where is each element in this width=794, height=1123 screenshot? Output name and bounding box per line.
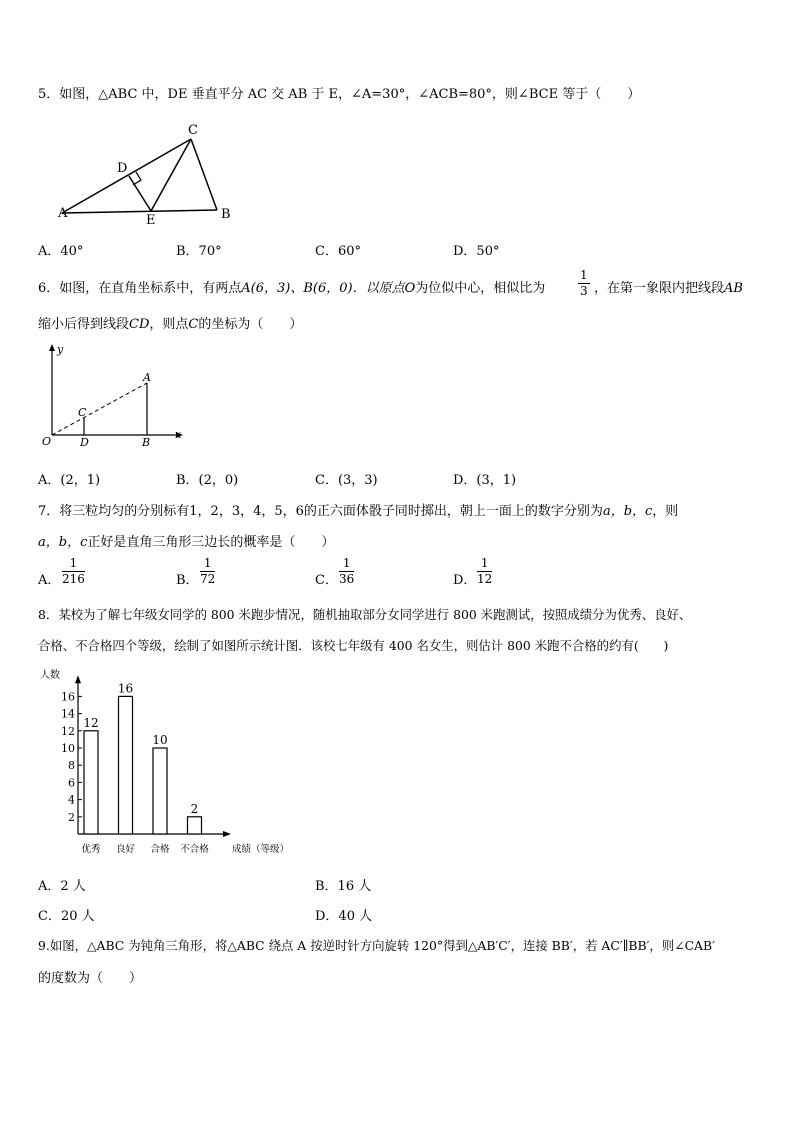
q7-option-d-label: D．: [453, 573, 477, 588]
x-category-label: 良好: [115, 844, 136, 855]
bar-优秀: [84, 731, 98, 834]
bar-value-label: 12: [83, 715, 99, 730]
q6-line1-c: O: [404, 281, 416, 296]
q7-option-b-num: 1: [200, 556, 215, 572]
q7-option-b-den: 72: [200, 572, 216, 586]
q6-line1-b: A(6，3)、B(6，0)．以原点: [241, 281, 405, 296]
q6-label-x: x: [175, 428, 182, 441]
q6-line2-c: ，则点: [149, 317, 189, 332]
q7-option-b-label: B．: [176, 573, 199, 588]
q5-label-d: D: [117, 161, 128, 176]
q6-line1-f: AB: [724, 281, 743, 296]
q8-line2: 合格、不合格四个等级，绘制了如图所示统计图．该校七年级有 400 名女生，则估计 800 米跑不合格的约有( ): [38, 638, 669, 653]
q7-option-d-den: 12: [477, 572, 493, 586]
q7-vars1: a，b，c: [602, 504, 653, 519]
q8-option-c: C．20 人: [38, 909, 95, 924]
q7-option-c-fraction: [339, 556, 354, 587]
q7-option-a-num: 1: [62, 556, 85, 572]
q5-label-b: B: [221, 207, 231, 222]
q7-option-d-fraction: [477, 556, 492, 587]
q6-line1-e: ，在第一象限内把线段: [594, 281, 725, 296]
y-axis-arrow: [75, 675, 81, 683]
q6-label-a: A: [143, 371, 151, 384]
q6-line2-e: 的坐标为（ ）: [198, 317, 303, 332]
q7-line1-a: 7．将三粒均匀的分别标有: [38, 504, 190, 519]
bar-不合格: [188, 817, 202, 834]
q6-line2-d: C: [188, 317, 199, 332]
q6-option-a: A．(2，1): [38, 473, 101, 488]
q7-line1: [38, 500, 678, 519]
q5-option-a: A．40°: [38, 244, 84, 259]
q6-ratio-fraction: [578, 268, 590, 299]
q7-line1-c: ，则: [652, 504, 679, 519]
q6-frac-num: 1: [580, 268, 588, 282]
q8-option-d: D．40 人: [315, 909, 373, 924]
y-tick-label: 6: [68, 776, 75, 790]
q7-line2: [38, 531, 334, 550]
q6-line2-a: 缩小后得到线段: [38, 317, 130, 332]
q7-vars2: a，b，c: [38, 535, 88, 550]
x-category-label: 合格: [150, 844, 170, 855]
q6-frac-den: 3: [580, 284, 588, 298]
q7-option-a-label: A．: [38, 573, 61, 588]
q9-line1: 9.如图，△ABC 为钝角三角形，将△ABC 绕点 A 按逆时针方向旋转 120°得到△AB′C′，连接 BB′，若 AC′∥BB′，则∠CAB′: [38, 938, 715, 953]
q7-option-c-num: 1: [339, 556, 354, 572]
q6-line1-tail: [594, 277, 743, 296]
y-tick-label: 10: [61, 742, 75, 755]
q7-option-b-fraction: [200, 556, 215, 587]
q5-label-a: A: [58, 206, 68, 221]
q5-option-c: C．60°: [315, 244, 361, 259]
y-tick-label: 12: [61, 724, 75, 738]
q6-line2: [38, 313, 302, 332]
q7-line2-text: 正好是直角三角形三边长的概率是（ ）: [87, 535, 335, 550]
x-category-label: 不合格: [180, 844, 209, 855]
y-tick-label: 4: [68, 793, 75, 807]
q7-option-c-label: C．: [315, 573, 338, 588]
q5-triangle-figure: [55, 120, 245, 225]
q6-label-o: O: [42, 435, 52, 448]
q6-line2-b: CD: [129, 317, 150, 332]
q6-option-c: C．(3，3): [315, 473, 378, 488]
q8-line1: 8．某校为了解七年级女同学的 800 米跑步情况，随机抽取部分女同学进行 800 米跑测试，按照成绩分为优秀、良好、: [38, 607, 692, 622]
x-axis-title: 成绩（等级）: [232, 844, 290, 855]
q7-option-a-fraction: [62, 556, 85, 587]
q7-option-c-den: 36: [339, 572, 355, 586]
q6-line1-d: 为位似中心，相似比为: [415, 281, 546, 296]
bar-value-label: 10: [152, 733, 168, 747]
bar-value-label: 16: [117, 681, 134, 696]
q9-line2: 的度数为（ ）: [38, 971, 143, 986]
y-tick-label: 14: [61, 707, 75, 721]
q6-label-d: D: [80, 436, 89, 448]
q7-line1-b: 的正六面体骰子同时掷出，朝上一面上的数字分别为: [303, 504, 603, 519]
q8-option-a: A．2 人: [38, 879, 86, 894]
q5-label-c: C: [188, 123, 198, 138]
q5-option-b: B．70°: [176, 244, 222, 259]
bar-合格: [153, 748, 167, 834]
q6-line1: [38, 277, 545, 296]
q6-label-b: B: [142, 436, 151, 448]
bar-value-label: 2: [190, 801, 199, 816]
q5-text: 5．如图，△ABC 中，DE 垂直平分 AC 交 AB 于 E，∠A=30°，∠ACB=80°，则∠BCE 等于（ ）: [38, 87, 641, 102]
y-axis-title: 人数: [40, 670, 60, 682]
x-axis-arrow: [223, 831, 231, 837]
q6-line1-a: 6．如图，在直角坐标系中，有两点: [38, 281, 242, 296]
q7-nums: 1，2，3，4，5，6: [189, 504, 304, 519]
bar-良好: [119, 696, 133, 834]
y-tick-label: 2: [68, 810, 75, 824]
q6-label-y: y: [57, 343, 64, 356]
q8-chart-layer: [40, 668, 289, 855]
y-tick-label: 8: [68, 759, 75, 773]
q8-option-b: B．16 人: [315, 879, 372, 894]
q6-coordinate-figure: [36, 340, 196, 448]
q8-bar-chart: [36, 668, 296, 863]
q6-option-d: D．(3，1): [453, 473, 517, 488]
q6-option-b: B．(2，0): [176, 473, 239, 488]
q5-option-d: D．50°: [453, 244, 500, 259]
q6-label-c: C: [78, 406, 87, 419]
q7-option-a-den: 216: [62, 572, 85, 586]
y-tick-label: 16: [61, 690, 75, 704]
q7-option-d-num: 1: [477, 556, 492, 572]
x-category-label: 优秀: [81, 844, 101, 855]
q5-label-e: E: [146, 213, 156, 225]
